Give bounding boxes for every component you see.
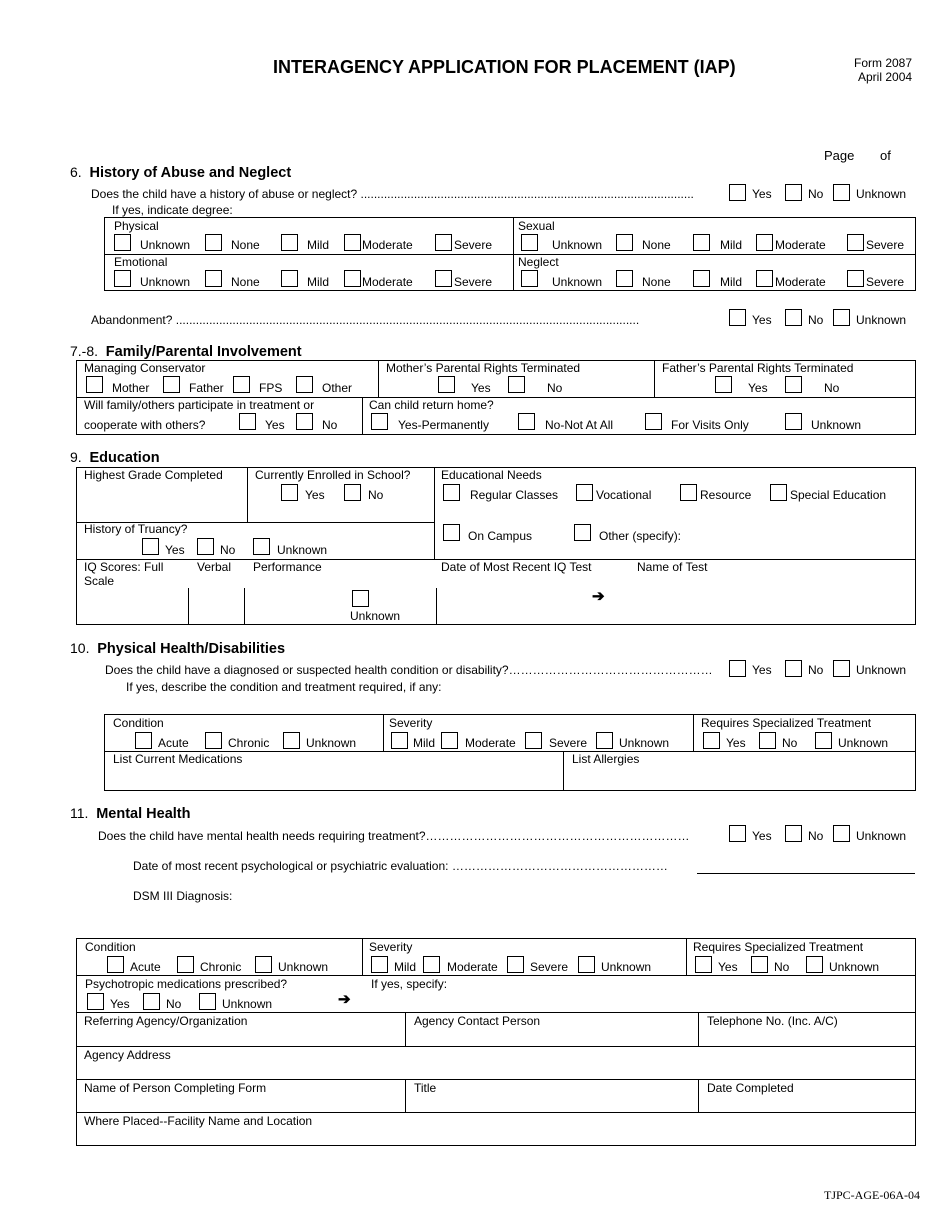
agency-address-label: Agency Address [84, 1048, 171, 1062]
mental-severity-unknown-label: Unknown [601, 960, 652, 974]
mental-yes-label: Yes [752, 829, 772, 843]
enrolled-no-label: No [368, 488, 384, 502]
mental-treatment-unknown-checkbox[interactable] [806, 956, 823, 973]
mental-acute-checkbox[interactable] [107, 956, 124, 973]
neglect-mild-label: Mild [720, 275, 743, 289]
abandonment-yes-checkbox[interactable] [729, 309, 746, 326]
mental-mild-checkbox[interactable] [371, 956, 388, 973]
emotional-severe-label: Severe [454, 275, 493, 289]
form-number: Form 2087 [854, 56, 913, 70]
sexual-unknown-label: Unknown [552, 238, 603, 252]
test-name-label: Name of Test [637, 560, 708, 574]
regular-classes-checkbox[interactable] [443, 484, 460, 501]
neglect-none-label: None [642, 275, 671, 289]
educational-needs-label: Educational Needs [441, 468, 542, 482]
conservator-fps-checkbox[interactable] [233, 376, 250, 393]
on-campus-label: On Campus [468, 529, 533, 543]
sexual-label: Sexual [518, 219, 555, 233]
conservator-fps-label: FPS [259, 381, 283, 395]
mental-mild-label: Mild [394, 960, 417, 974]
eval-date-label: Date of most recent psychological or psychiatric evaluation: ……………………………………………… [133, 859, 668, 873]
special-education-label: Special Education [790, 488, 887, 502]
return-unknown-label: Unknown [811, 418, 862, 432]
footer-code: TJPC-AGE-06A-04 [824, 1188, 920, 1202]
participate-yes-checkbox[interactable] [239, 413, 256, 430]
mother-rights-label: Mother’s Parental Rights Terminated [386, 361, 581, 375]
sexual-mild-label: Mild [720, 238, 743, 252]
abuse-unknown-label: Unknown [856, 187, 907, 201]
mental-treatment-unknown-label: Unknown [829, 960, 880, 974]
health-yes-label: Yes [752, 663, 772, 677]
special-education-checkbox[interactable] [770, 484, 787, 501]
participate-no-checkbox[interactable] [296, 413, 313, 430]
mental-condition-unknown-checkbox[interactable] [255, 956, 272, 973]
mental-acute-label: Acute [130, 960, 161, 974]
abuse-yes-label: Yes [752, 187, 772, 201]
abuse-question: Does the child have a history of abuse or neglect? .................................................................................................... [91, 187, 694, 201]
health-severity-label: Severity [389, 716, 433, 730]
section-7-8-heading: 7.-8. Family/Parental Involvement [70, 343, 302, 360]
managing-conservator-label: Managing Conservator [84, 361, 206, 375]
referring-agency-label: Referring Agency/Organization [84, 1014, 248, 1028]
physical-unknown-label: Unknown [140, 238, 191, 252]
participate-no-label: No [322, 418, 338, 432]
psychotropic-yes-checkbox[interactable] [87, 993, 104, 1010]
truancy-unknown-checkbox[interactable] [253, 538, 270, 555]
page-label: Page [824, 148, 855, 163]
title-field-label: Title [414, 1081, 437, 1095]
truancy-unknown-label: Unknown [277, 543, 328, 557]
emotional-mild-label: Mild [307, 275, 330, 289]
enrolled-no-checkbox[interactable] [344, 484, 361, 501]
neglect-severe-checkbox[interactable] [847, 270, 864, 287]
iq-unknown-label: Unknown [350, 609, 401, 623]
abuse-no-checkbox[interactable] [785, 184, 802, 201]
highest-grade-label: Highest Grade Completed [84, 468, 223, 482]
mental-treatment-no-label: No [774, 960, 790, 974]
psychotropic-label: Psychotropic medications prescribed? [85, 977, 288, 991]
neglect-severe-label: Severe [866, 275, 905, 289]
father-rights-no-label: No [824, 381, 840, 395]
sexual-moderate-label: Moderate [775, 238, 826, 252]
sexual-none-label: None [642, 238, 671, 252]
iq-date-label: Date of Most Recent IQ Test [441, 560, 592, 574]
return-yes-permanently-label: Yes-Permanently [398, 418, 489, 432]
neglect-moderate-label: Moderate [775, 275, 826, 289]
health-severity-unknown-checkbox[interactable] [596, 732, 613, 749]
participate-label-2: cooperate with others? [84, 418, 206, 432]
return-yes-permanently-checkbox[interactable] [371, 413, 388, 430]
vocational-checkbox[interactable] [576, 484, 593, 501]
conservator-mother-label: Mother [112, 381, 150, 395]
emotional-severe-checkbox[interactable] [435, 270, 452, 287]
iq-performance-label: Performance [253, 560, 322, 574]
form-title: INTERAGENCY APPLICATION FOR PLACEMENT (IAP) [273, 57, 736, 77]
emotional-none-checkbox[interactable] [205, 270, 222, 287]
psychotropic-unknown-checkbox[interactable] [199, 993, 216, 1010]
health-treatment-no-label: No [782, 736, 798, 750]
health-treatment-unknown-checkbox[interactable] [815, 732, 832, 749]
emotional-unknown-checkbox[interactable] [114, 270, 131, 287]
return-no-checkbox[interactable] [518, 413, 535, 430]
health-chronic-label: Chronic [228, 736, 270, 750]
sexual-unknown-checkbox[interactable] [521, 234, 538, 251]
emotional-mild-checkbox[interactable] [281, 270, 298, 287]
physical-label: Physical [114, 219, 159, 233]
psychotropic-no-checkbox[interactable] [143, 993, 160, 1010]
physical-moderate-checkbox[interactable] [344, 234, 361, 251]
health-severe-label: Severe [549, 736, 588, 750]
health-acute-checkbox[interactable] [135, 732, 152, 749]
mental-chronic-label: Chronic [200, 960, 242, 974]
health-describe-label: If yes, describe the condition and treatment required, if any: [126, 680, 442, 694]
father-rights-no-checkbox[interactable] [785, 376, 802, 393]
mental-treatment-yes-label: Yes [718, 960, 738, 974]
participate-yes-label: Yes [265, 418, 285, 432]
medications-label: List Current Medications [113, 752, 243, 766]
health-unknown-checkbox[interactable] [833, 660, 850, 677]
mother-rights-no-checkbox[interactable] [508, 376, 525, 393]
health-treatment-yes-label: Yes [726, 736, 746, 750]
abandonment-unknown-label: Unknown [856, 313, 907, 327]
truancy-no-checkbox[interactable] [197, 538, 214, 555]
mental-no-label: No [808, 829, 824, 843]
arrow-right-icon: ➔ [592, 588, 605, 605]
conservator-father-label: Father [189, 381, 224, 395]
date-completed-label: Date Completed [707, 1081, 794, 1095]
mental-condition-label: Condition [85, 940, 136, 954]
abuse-no-label: No [808, 187, 824, 201]
resource-label: Resource [700, 488, 752, 502]
health-treatment-no-checkbox[interactable] [759, 732, 776, 749]
health-mild-checkbox[interactable] [391, 732, 408, 749]
emotional-label: Emotional [114, 255, 168, 269]
where-placed-label: Where Placed--Facility Name and Location [84, 1114, 313, 1128]
truancy-label: History of Truancy? [84, 522, 188, 536]
section-11-heading: 11. Mental Health [70, 805, 191, 822]
health-chronic-checkbox[interactable] [205, 732, 222, 749]
participate-label-1: Will family/others participate in treatment or [84, 398, 315, 412]
psychotropic-no-label: No [166, 997, 182, 1011]
conservator-mother-checkbox[interactable] [86, 376, 103, 393]
mental-yes-checkbox[interactable] [729, 825, 746, 842]
of-label: of [880, 148, 891, 163]
physical-mild-label: Mild [307, 238, 330, 252]
mental-severity-unknown-checkbox[interactable] [578, 956, 595, 973]
truancy-no-label: No [220, 543, 236, 557]
health-condition-unknown-checkbox[interactable] [283, 732, 300, 749]
mental-condition-unknown-label: Unknown [278, 960, 329, 974]
health-mild-label: Mild [413, 736, 436, 750]
telephone-label: Telephone No. (Inc. A/C) [707, 1014, 838, 1028]
abandonment-no-label: No [808, 313, 824, 327]
neglect-mild-checkbox[interactable] [693, 270, 710, 287]
enrolled-label: Currently Enrolled in School? [255, 468, 411, 482]
abandonment-no-checkbox[interactable] [785, 309, 802, 326]
neglect-unknown-checkbox[interactable] [521, 270, 538, 287]
neglect-label: Neglect [518, 255, 559, 269]
mental-no-checkbox[interactable] [785, 825, 802, 842]
mother-rights-no-label: No [547, 381, 563, 395]
mental-chronic-checkbox[interactable] [177, 956, 194, 973]
enrolled-yes-checkbox[interactable] [281, 484, 298, 501]
mental-moderate-label: Moderate [447, 960, 498, 974]
neglect-none-checkbox[interactable] [616, 270, 633, 287]
mental-moderate-checkbox[interactable] [423, 956, 440, 973]
return-no-label: No-Not At All [545, 418, 614, 432]
mental-treatment-no-checkbox[interactable] [751, 956, 768, 973]
mental-severe-checkbox[interactable] [507, 956, 524, 973]
agency-contact-label: Agency Contact Person [414, 1014, 541, 1028]
health-unknown-label: Unknown [856, 663, 907, 677]
emotional-none-label: None [231, 275, 260, 289]
health-yes-checkbox[interactable] [729, 660, 746, 677]
abandonment-yes-label: Yes [752, 313, 772, 327]
emotional-unknown-label: Unknown [140, 275, 191, 289]
arrow-right-icon-2: ➔ [338, 991, 351, 1008]
health-moderate-checkbox[interactable] [441, 732, 458, 749]
eval-date-line[interactable] [697, 873, 915, 874]
iq-full-label: IQ Scores: Full [84, 560, 164, 574]
neglect-unknown-label: Unknown [552, 275, 603, 289]
conservator-other-label: Other [322, 381, 353, 395]
on-campus-checkbox[interactable] [443, 524, 460, 541]
mental-question: Does the child have mental health needs requiring treatment?………………………………………………………… [98, 829, 690, 843]
section-9-heading: 9. Education [70, 449, 160, 466]
father-rights-yes-checkbox[interactable] [715, 376, 732, 393]
regular-classes-label: Regular Classes [470, 488, 559, 502]
other-specify-checkbox[interactable] [574, 524, 591, 541]
psychotropic-unknown-label: Unknown [222, 997, 273, 1011]
return-unknown-checkbox[interactable] [785, 413, 802, 430]
health-moderate-label: Moderate [465, 736, 516, 750]
enrolled-yes-label: Yes [305, 488, 325, 502]
father-rights-label: Father’s Parental Rights Terminated [662, 361, 854, 375]
emotional-moderate-checkbox[interactable] [344, 270, 361, 287]
allergies-label: List Allergies [572, 752, 640, 766]
mental-treatment-yes-checkbox[interactable] [695, 956, 712, 973]
physical-unknown-checkbox[interactable] [114, 234, 131, 251]
health-treatment-label: Requires Specialized Treatment [701, 716, 872, 730]
sexual-severe-label: Severe [866, 238, 905, 252]
health-no-checkbox[interactable] [785, 660, 802, 677]
section-10-heading: 10. Physical Health/Disabilities [70, 640, 286, 657]
psychotropic-yes-label: Yes [110, 997, 130, 1011]
section-6-heading: 6. History of Abuse and Neglect [70, 164, 292, 181]
sexual-severe-checkbox[interactable] [847, 234, 864, 251]
person-completing-label: Name of Person Completing Form [84, 1081, 267, 1095]
health-question: Does the child have a diagnosed or suspected health condition or disability?…………………………………………… [105, 663, 713, 677]
health-severity-unknown-label: Unknown [619, 736, 670, 750]
health-treatment-yes-checkbox[interactable] [703, 732, 720, 749]
emotional-moderate-label: Moderate [362, 275, 413, 289]
sexual-mild-checkbox[interactable] [693, 234, 710, 251]
mental-severe-label: Severe [530, 960, 569, 974]
mother-rights-yes-checkbox[interactable] [438, 376, 455, 393]
health-no-label: No [808, 663, 824, 677]
physical-severe-checkbox[interactable] [435, 234, 452, 251]
physical-moderate-label: Moderate [362, 238, 413, 252]
health-treatment-unknown-label: Unknown [838, 736, 889, 750]
truancy-yes-label: Yes [165, 543, 185, 557]
health-condition-label: Condition [113, 716, 164, 730]
abuse-yes-checkbox[interactable] [729, 184, 746, 201]
other-specify-label: Other (specify): [599, 529, 682, 543]
form-date: April 2004 [858, 70, 913, 84]
physical-severe-label: Severe [454, 238, 493, 252]
iq-verbal-label: Verbal [197, 560, 232, 574]
return-home-label: Can child return home? [369, 398, 494, 412]
mental-unknown-checkbox[interactable] [833, 825, 850, 842]
health-acute-label: Acute [158, 736, 189, 750]
physical-none-label: None [231, 238, 260, 252]
mental-unknown-label: Unknown [856, 829, 907, 843]
mental-severity-label: Severity [369, 940, 413, 954]
resource-checkbox[interactable] [680, 484, 697, 501]
mental-treatment-label: Requires Specialized Treatment [693, 940, 864, 954]
if-yes-degree: If yes, indicate degree: [112, 203, 233, 217]
iq-scale-label: Scale [84, 574, 115, 588]
truancy-yes-checkbox[interactable] [142, 538, 159, 555]
dsm-label: DSM III Diagnosis: [133, 889, 233, 903]
return-visits-label: For Visits Only [671, 418, 749, 432]
abuse-unknown-checkbox[interactable] [833, 184, 850, 201]
psychotropic-specify-label: If yes, specify: [371, 977, 448, 991]
iq-unknown-checkbox[interactable] [352, 590, 369, 607]
conservator-other-checkbox[interactable] [296, 376, 313, 393]
physical-none-checkbox[interactable] [205, 234, 222, 251]
mother-rights-yes-label: Yes [471, 381, 491, 395]
abandonment-question: Abandonment? ........................................................................................................................................... [91, 313, 640, 327]
abandonment-unknown-checkbox[interactable] [833, 309, 850, 326]
sexual-moderate-checkbox[interactable] [756, 234, 773, 251]
health-severe-checkbox[interactable] [525, 732, 542, 749]
return-visits-checkbox[interactable] [645, 413, 662, 430]
physical-mild-checkbox[interactable] [281, 234, 298, 251]
neglect-moderate-checkbox[interactable] [756, 270, 773, 287]
sexual-none-checkbox[interactable] [616, 234, 633, 251]
health-condition-unknown-label: Unknown [306, 736, 357, 750]
vocational-label: Vocational [596, 488, 652, 502]
conservator-father-checkbox[interactable] [163, 376, 180, 393]
father-rights-yes-label: Yes [748, 381, 768, 395]
